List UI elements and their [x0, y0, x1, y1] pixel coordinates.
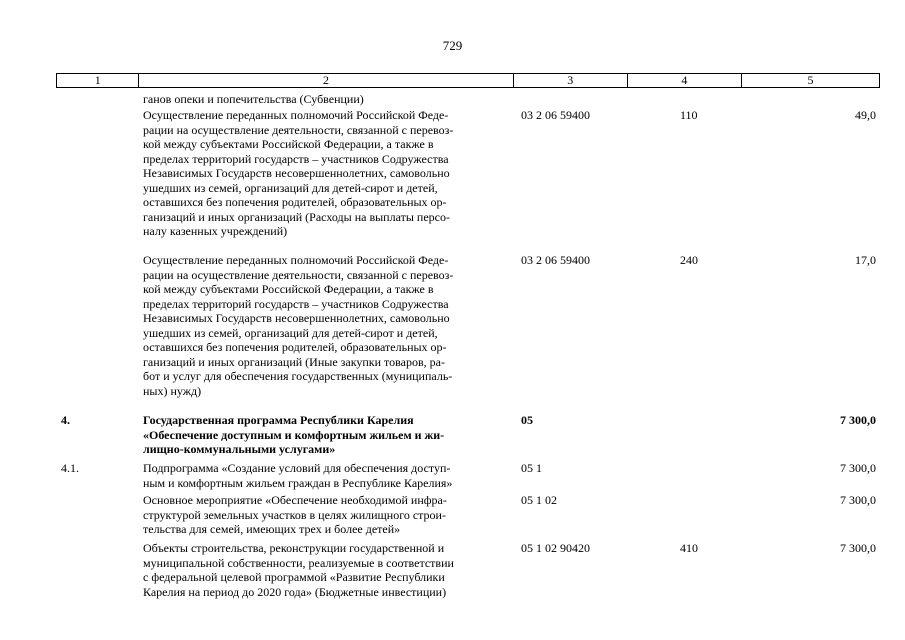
row-description-line: «Обеспечение доступным и комфортным жильем и жи-: [143, 427, 445, 442]
row-description-line: ушедших из семей, организаций для детей-сирот и детей,: [143, 180, 438, 195]
row-amount: 7 300,0: [840, 493, 876, 507]
table-header: [56, 73, 880, 88]
row-code: 05 1 02: [521, 493, 557, 507]
row-description-line: Государственная программа Республики Карелия: [143, 413, 414, 427]
row-expense-type: 110: [680, 108, 698, 122]
header-col-4: 4: [627, 74, 741, 87]
row-description-line: пределах территорий государств – участников Содружества: [143, 296, 449, 311]
row-amount: 7 300,0: [840, 413, 876, 427]
row-description-line: Осуществление переданных полномочий Российской Феде-: [143, 108, 449, 122]
row-description-line: оставшихся без попечения родителей, образовательных ор-: [143, 340, 447, 354]
row-amount: 17,0: [855, 253, 876, 267]
row-code: 03 2 06 59400: [521, 253, 590, 267]
row-description-line: ганизаций и иных организаций (Расходы на выплаты персо-: [143, 209, 450, 224]
row-description-line: кой между субъектами Российской Федерации, а также в: [143, 282, 434, 296]
row-expense-type: 240: [680, 253, 698, 267]
row-number: 4.: [61, 413, 70, 427]
row-description-line: кой между субъектами Российской Федерации, а также в: [143, 137, 434, 151]
row-description-line: Подпрограмма «Создание условий для обеспечения доступ-: [143, 461, 451, 475]
row-code: 03 2 06 59400: [521, 108, 590, 122]
row-description-line: бот и услуг для обеспечения государственных (муниципаль-: [143, 369, 453, 383]
row-description-line: Карелия на период до 2020 года» (Бюджетные инвестиции): [143, 584, 447, 599]
header-col-2: 2: [138, 74, 512, 87]
row-description-line: муниципальной собственности, реализуемые в соответствии: [143, 555, 454, 570]
row-description-line: с федеральной целевой программой «Развитие Республики: [143, 570, 445, 584]
header-col-3: 3: [513, 74, 627, 87]
row-description-line: налу казенных учреждений): [143, 224, 288, 238]
row-description-line: Объекты строительства, реконструкции государственной и: [143, 541, 445, 555]
row-code: 05 1: [521, 461, 542, 475]
row-description-line: пределах территорий государств – участников Содружества: [143, 151, 449, 166]
row-description-line: рации на осуществление деятельности, связанной с перевоз-: [143, 122, 454, 137]
row-description-line: структурой земельных участков в целях жилищного строи-: [143, 507, 446, 522]
row-code: 05: [521, 413, 533, 427]
row-description-line: ганизаций и иных организаций (Иные закупки товаров, ра-: [143, 354, 445, 369]
row-code: 05 1 02 90420: [521, 541, 590, 555]
header-col-1: 1: [94, 73, 101, 87]
row-description-line: ганов опеки и попечительства (Субвенции): [143, 92, 364, 106]
row-amount: 49,0: [855, 108, 876, 122]
row-description-line: рации на осуществление деятельности, связанной с перевоз-: [143, 267, 454, 282]
row-description-line: тельства для семей, имеющих трех и более детей»: [143, 522, 401, 536]
row-description-line: лищно-коммунальными услугами»: [143, 442, 336, 456]
row-description-line: ным и комфортным жильем граждан в Республике Карелия»: [143, 475, 453, 490]
row-description-line: Основное мероприятие «Обеспечение необходимой инфра-: [143, 493, 447, 507]
row-amount: 7 300,0: [840, 541, 876, 555]
row-number: 4.1.: [61, 461, 79, 475]
row-description-line: оставшихся без попечения родителей, образовательных ор-: [143, 195, 447, 209]
row-description-line: ных) нужд): [143, 383, 202, 398]
row-description-line: Независимых Государств несовершеннолетних, самовольно: [143, 311, 450, 325]
header-col-5: 5: [741, 74, 879, 87]
row-description-line: Независимых Государств несовершеннолетних, самовольно: [143, 166, 450, 180]
row-expense-type: 410: [680, 541, 698, 555]
row-description-line: ушедших из семей, организаций для детей-сирот и детей,: [143, 325, 438, 340]
row-amount: 7 300,0: [840, 461, 876, 475]
page-number: 729: [442, 38, 463, 53]
row-description-line: Осуществление переданных полномочий Российской Феде-: [143, 253, 449, 267]
